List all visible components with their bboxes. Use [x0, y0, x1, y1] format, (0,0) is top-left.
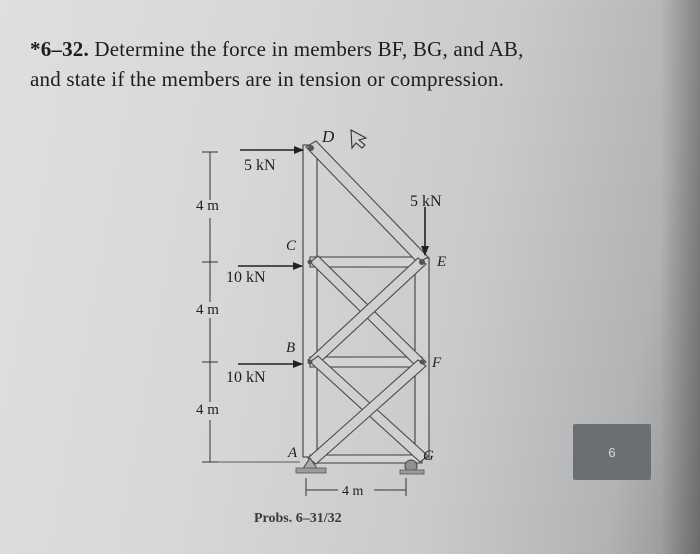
load-label-right: 5 kN	[410, 193, 442, 210]
dim-label-2: 4 m	[196, 302, 219, 318]
page-badge[interactable]	[573, 424, 651, 480]
joint-F-pin	[420, 360, 425, 365]
problem-text-1: Determine the force in members BF, BG, and AB,	[94, 37, 524, 61]
problem-number: *6–32.	[30, 37, 89, 61]
dim-label-1: 4 m	[196, 198, 219, 214]
member-left-chord	[303, 145, 317, 457]
joint-B-pin	[308, 360, 313, 365]
problem-line-2: and state if the members are in tension or compression.	[30, 67, 505, 91]
joint-C-pin	[308, 260, 313, 265]
dim-label-width: 4 m	[342, 484, 364, 499]
load-label-middle: 10 kN	[226, 269, 266, 286]
label-C: C	[286, 238, 297, 254]
label-F: F	[432, 355, 442, 371]
label-A: A	[288, 445, 298, 461]
member-AG	[310, 455, 422, 463]
joint-D-pin	[308, 145, 314, 151]
load-label-top: 5 kN	[244, 157, 276, 174]
label-B: B	[286, 340, 296, 356]
label-D: D	[322, 127, 335, 146]
dim-label-3: 4 m	[196, 402, 219, 418]
badge-label: 6	[608, 444, 616, 460]
cursor-arrow-icon	[351, 130, 366, 148]
load-label-lower: 10 kN	[226, 369, 266, 386]
label-G: G	[423, 448, 434, 464]
joint-E-pin	[419, 259, 425, 265]
label-E: E	[437, 254, 447, 270]
figure-caption: Probs. 6–31/32	[254, 511, 342, 526]
